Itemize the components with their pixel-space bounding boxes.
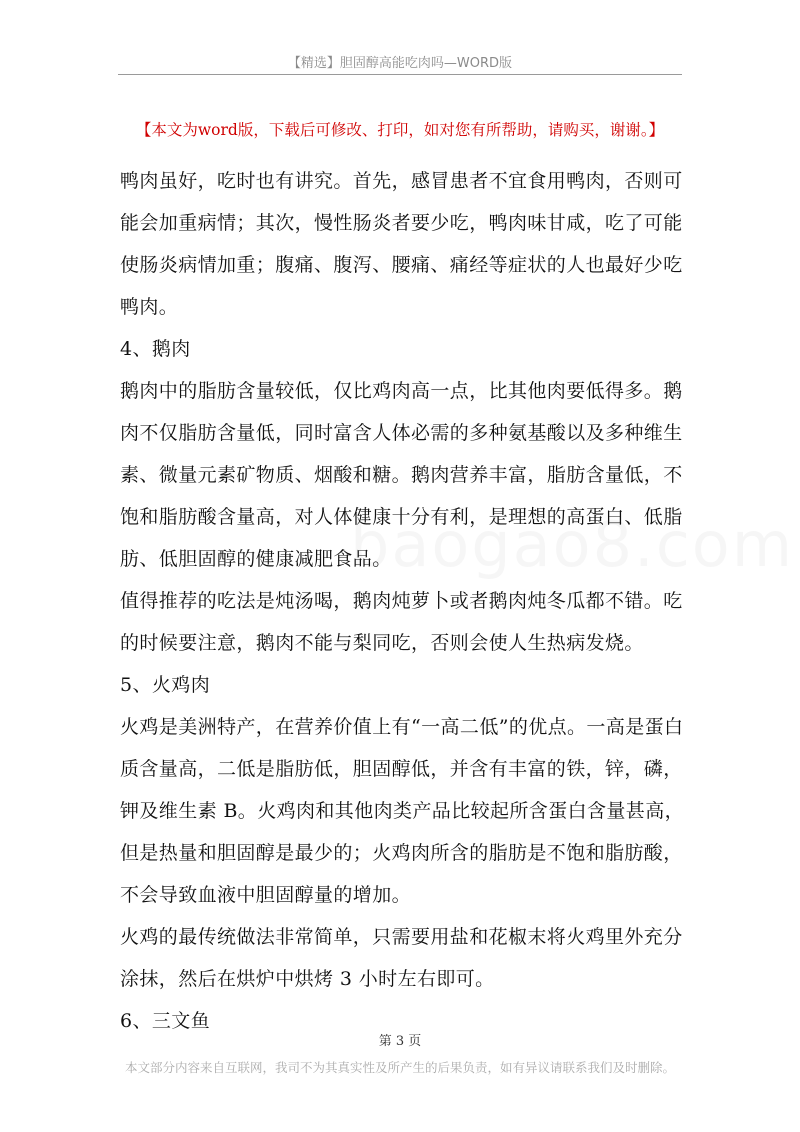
paragraph-goose-recipe: 值得推荐的吃法是炖汤喝，鹅肉炖萝卜或者鹅肉炖冬瓜都不错。吃的时候要注意，鹅肉不能与梨同吃，否则会使人生热病发烧。 — [120, 590, 683, 654]
paragraph-duck-advice: 鸭肉虽好，吃时也有讲究。首先，感冒患者不宜食用鸭肉，否则可能会加重病情；其次，慢性肠炎者要少吃，鸭肉味甘咸，吃了可能使肠炎病情加重；腹痛、腹泻、腰痛、痛经等症状的人也最好少吃鸭肉。 — [120, 170, 683, 318]
page-number: 第 3 页 — [378, 1034, 422, 1049]
page-header-title: 【精选】胆固醇高能吃肉吗—WORD版 — [287, 56, 513, 71]
section-heading-salmon: 6、三文鱼 — [120, 1010, 211, 1032]
footer-disclaimer: 本文部分内容来自互联网，我司不为其真实性及所产生的后果负责，如有异议请联系我们及时删除。 — [124, 1060, 675, 1075]
purchase-notice: 【本文为word版，下载后可修改、打印，如对您有所帮助，请购买，谢谢。】 — [135, 121, 665, 139]
header-divider — [118, 74, 682, 75]
paragraph-turkey-nutrition: 火鸡是美洲特产，在营养价值上有“一高二低”的优点。一高是蛋白质含量高，二低是脂肪低，胆固醇低，并含有丰富的铁，锌，磷，钾及维生素 B。火鸡肉和其他肉类产品比较起所含蛋白含量甚高，但是热量和胆固醇是最少的；火鸡肉所含的脂肪是不饱和脂肪酸，不会导致血液中胆固醇量的增加。 — [120, 716, 685, 906]
document-body — [120, 160, 690, 1042]
section-heading-goose: 4、鹅肉 — [120, 338, 191, 360]
section-heading-turkey: 5、火鸡肉 — [120, 674, 211, 696]
paragraph-goose-nutrition: 鹅肉中的脂肪含量较低，仅比鸡肉高一点，比其他肉要低得多。鹅肉不仅脂肪含量低，同时富含人体必需的多种氨基酸以及多种维生素、微量元素矿物质、烟酸和糖。鹅肉营养丰富，脂肪含量低，不饱和脂肪酸含量高，对人体健康十分有利，是理想的高蛋白、低脂肪、低胆固醇的健康减肥食品。 — [120, 380, 683, 570]
paragraph-turkey-recipe: 火鸡的最传统做法非常简单，只需要用盐和花椒末将火鸡里外充分涂抹，然后在烘炉中烘烤 3 小时左右即可。 — [120, 926, 683, 990]
